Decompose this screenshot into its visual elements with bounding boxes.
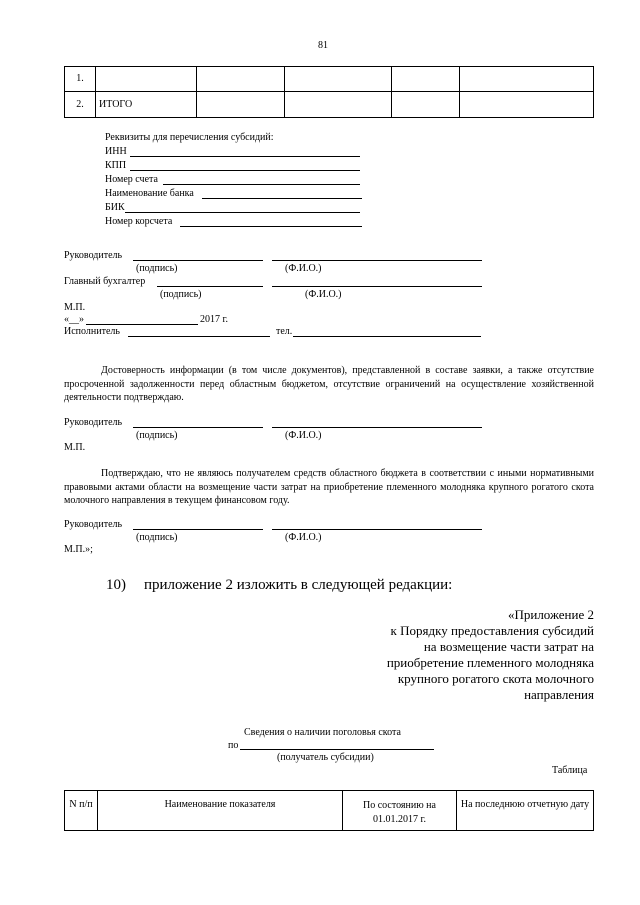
table-cell	[392, 67, 460, 92]
row-number: 2.	[65, 92, 96, 118]
accountant-name-caption: (Ф.И.О.)	[305, 289, 342, 300]
paragraph-text: Подтверждаю, что не являюсь получателем средств областного бюджета в соответствии с иными нормативными правовыми актами области на возмещение части затрат на приобретение племенного молодняка крупного рогатого скота молочного направления в текущем финансовом году.	[64, 468, 594, 506]
date-suffix: 2017 г.	[200, 314, 228, 325]
head-label: Руководитель	[64, 417, 123, 428]
header-number: N п/п	[65, 791, 98, 831]
stamp-label: М.П.	[64, 302, 86, 313]
name-line	[272, 260, 482, 261]
table-cell	[197, 67, 285, 92]
appendix-line: «Приложение 2	[507, 607, 594, 622]
header-last-date: На последнюю отчетную дату	[457, 791, 594, 831]
head-label: Руководитель	[64, 250, 123, 261]
appendix-line: на возмещение части затрат на	[423, 639, 594, 654]
table-cell	[285, 92, 392, 118]
page-number: 81	[318, 40, 328, 51]
requisite-bik-line	[125, 212, 360, 213]
livestock-table	[64, 790, 594, 831]
executor-label: Исполнитель	[64, 326, 120, 337]
top-table	[64, 66, 594, 118]
confirmation-paragraph-1	[64, 364, 594, 405]
table-row	[65, 92, 594, 118]
paragraph-text: Достоверность информации (в том числе документов), представленной в составе заявки, а также отсутствие просроченной задолженности перед областным бюджетом, отсутствие ограничений на осуществление хозяйственной деятельности подтверждаю.	[64, 365, 594, 403]
by-label: по	[228, 740, 239, 751]
table-cell	[460, 92, 594, 118]
name-line	[272, 427, 482, 428]
table-label: Таблица	[552, 765, 588, 776]
requisite-inn-line	[130, 156, 360, 157]
table-cell	[392, 92, 460, 118]
requisite-kpp-line	[130, 170, 360, 171]
signature-caption: (подпись)	[136, 532, 178, 543]
name-caption: (Ф.И.О.)	[285, 532, 322, 543]
accountant-name-line	[272, 286, 482, 287]
accountant-signature-line	[157, 286, 263, 287]
name-line	[272, 529, 482, 530]
requisite-account-line	[163, 184, 360, 185]
confirmation-paragraph-2	[64, 467, 594, 508]
name-caption: (Ф.И.О.)	[285, 263, 322, 274]
phone-line	[293, 336, 481, 337]
recipient-caption: (получатель субсидии)	[277, 752, 374, 763]
appendix-line: крупного рогатого скота молочного	[397, 671, 594, 686]
executor-line	[128, 336, 270, 337]
requisite-corr-line	[180, 226, 362, 227]
table-cell	[460, 67, 594, 92]
requisite-inn-label: ИНН	[105, 146, 127, 157]
header-as-of: По состоянию на 01.01.2017 г.	[343, 791, 457, 831]
requisites-title: Реквизиты для перечисления субсидий:	[105, 132, 274, 143]
info-title: Сведения о наличии поголовья скота	[244, 727, 401, 738]
requisite-account-label: Номер счета	[105, 174, 158, 185]
accountant-signature-caption: (подпись)	[160, 289, 202, 300]
signature-caption: (подпись)	[136, 430, 178, 441]
signature-line	[133, 427, 263, 428]
appendix-line: направления	[524, 687, 594, 702]
name-caption: (Ф.И.О.)	[285, 430, 322, 441]
requisite-bank-label: Наименование банка	[105, 188, 194, 199]
signature-line	[133, 260, 263, 261]
item-text: приложение 2 изложить в следующей редакции:	[144, 577, 453, 593]
requisite-kpp-label: КПП	[105, 160, 127, 171]
stamp-label: М.П.	[64, 442, 86, 453]
table-cell	[197, 92, 285, 118]
signature-line	[133, 529, 263, 530]
item-number: 10)	[106, 577, 126, 593]
stamp-label: М.П.»;	[64, 544, 93, 555]
requisite-corr-label: Номер корсчета	[105, 216, 173, 227]
appendix-header	[387, 607, 594, 703]
row-label	[96, 67, 197, 92]
row-number: 1.	[65, 67, 96, 92]
header-indicator: Наименование показателя	[98, 791, 343, 831]
table-cell	[285, 67, 392, 92]
appendix-line: приобретение племенного молодняка	[386, 655, 594, 670]
head-label: Руководитель	[64, 519, 123, 530]
phone-label: тел.	[276, 326, 293, 337]
recipient-line	[240, 749, 434, 750]
accountant-label: Главный бухгалтер	[64, 276, 146, 287]
requisite-bank-line	[202, 198, 362, 199]
table-header-row	[65, 791, 594, 831]
date-prefix: «__»	[64, 314, 84, 325]
row-label: ИТОГО	[96, 92, 197, 118]
table-row	[65, 67, 594, 92]
requisite-bik-label: БИК	[105, 202, 125, 213]
signature-caption: (подпись)	[136, 263, 178, 274]
date-line	[86, 324, 198, 325]
appendix-line: к Порядку предоставления субсидий	[390, 623, 594, 638]
